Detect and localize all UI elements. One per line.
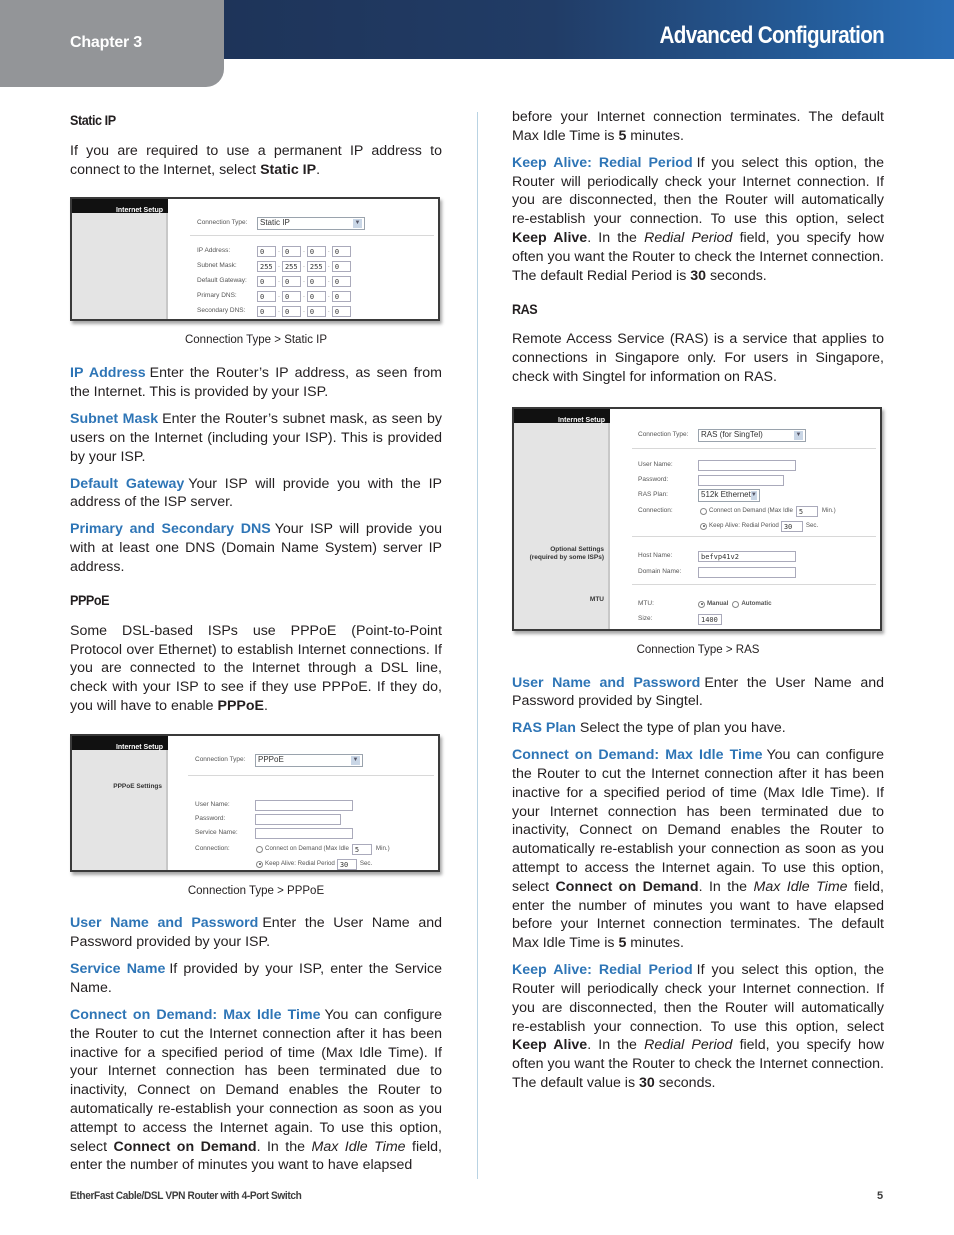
sdns-octet-1[interactable]: 0 (257, 306, 276, 317)
gateway-octet-2[interactable]: 0 (282, 276, 301, 287)
redial-period-input[interactable]: 30 (781, 521, 803, 532)
ip-octet-2[interactable]: 0 (282, 246, 301, 257)
definition-connect-on-demand: Connect on Demand: Max Idle Time You can configure the Router to cut the Internet connection after it has been inactive for a specified period of time (Max Idle Time). If your Internet connection has been terminated due to inactivity, Connect on Demand enables the Router to automatically re-establish your connection as soon as you attempt to access the Internet again. To use this option, select Connect on Demand. In the Max Idle Time field, enter the number of minutes you want to have elapsed (70, 1007, 443, 1174)
domain-name-input[interactable] (698, 567, 796, 578)
chapter-label: Chapter 3 (70, 34, 142, 51)
pdns-octet-4[interactable]: 0 (332, 291, 351, 302)
connection-type-row: Connection Type: PPPoE ▼ (195, 751, 363, 770)
footer-product-name: EtherFast Cable/DSL VPN Router with 4-Port Switch (70, 1190, 302, 1202)
sdns-octet-2[interactable]: 0 (282, 306, 301, 317)
ip-address-row: IP Address: 0 . 0 . 0 . 0 (197, 242, 351, 261)
definition-user-name-password: User Name and Password Enter the User Name and Password provided by your ISP. (70, 915, 442, 951)
internet-setup-header: Internet Setup (514, 409, 610, 423)
connection-type-select[interactable]: RAS (for SingTel) ▼ (698, 429, 806, 442)
mtu-size-row: Size: 1400 (638, 610, 722, 629)
page-number: 5 (877, 1190, 883, 1202)
figure-separator (632, 584, 876, 585)
chevron-down-icon: ▼ (750, 491, 757, 498)
definition-connect-on-demand: Connect on Demand: Max Idle Time You can configure the Router to cut the Internet connection after it has been inactive for a specified period of time (Max Idle Time). If your Internet connection has been terminated due to inactivity, Connect on Demand enables the Router to automatically re-establish your connection as soon as you attempt to access the Internet again. To use this option, select Connect on Demand. In the Max Idle Time field, enter the number of minutes you want to have elapsed before your Internet connection terminates. The default Max Idle Time is 5 minutes. (512, 747, 885, 952)
primary-dns-row: Primary DNS: 0 . 0 . 0 . 0 (197, 287, 351, 306)
sdns-octet-4[interactable]: 0 (332, 306, 351, 317)
default-gateway-row: Default Gateway: 0 . 0 . 0 . 0 (197, 272, 351, 291)
figure-separator (190, 235, 434, 236)
keep-alive-radio[interactable] (256, 861, 263, 868)
left-column (70, 108, 442, 1183)
password-input[interactable] (698, 475, 784, 486)
mtu-row: MTU: Manual Automatic (638, 599, 772, 607)
internet-setup-header: Internet Setup (72, 736, 168, 750)
mask-octet-1[interactable]: 255 (257, 261, 276, 272)
figure-caption: Connection Type > PPPoE (187, 884, 325, 897)
subnet-mask-row: Subnet Mask: 255 . 255 . 255 . 0 (197, 257, 351, 276)
page-title: Advanced Configuration (659, 22, 884, 49)
max-idle-input[interactable]: 5 (796, 506, 818, 517)
chapter-tab (0, 0, 224, 87)
connect-on-demand-row: Connection: Connect on Demand (Max Idle 5 Min.) (638, 506, 836, 516)
figure-caption: Connection Type > Static IP (184, 334, 328, 347)
figure-caption: Connection Type > RAS (636, 643, 760, 656)
figure-separator (632, 448, 876, 449)
service-name-input[interactable] (255, 828, 353, 839)
static-ip-intro: If you are required to use a permanent IP address to connect to the Internet, select Static IP. (70, 142, 442, 178)
pppoe-intro: Some DSL-based ISPs use PPPoE (Point-to-Point Protocol over Ethernet) to establish Internet connections. If you are connected to the Internet through a DSL line, check with your ISP to see if they use PPPoE. If they do, you will have to enable PPPoE. (70, 622, 442, 714)
definition-ras-plan: RAS Plan Select the type of plan you have. (512, 720, 786, 737)
optional-settings-label: Optional Settings (required by some ISPs) (529, 545, 604, 561)
secondary-dns-row: Secondary DNS: 0 . 0 . 0 . 0 (197, 302, 351, 321)
connection-type-select[interactable]: PPPoE ▼ (255, 754, 363, 767)
password-row: Password: (638, 471, 784, 490)
internet-setup-header: Internet Setup (72, 199, 168, 213)
connect-on-demand-radio[interactable] (256, 846, 263, 853)
definition-service-name: Service Name If provided by your ISP, enter the Service Name. (70, 961, 442, 997)
figure-sidebar (72, 736, 168, 870)
domain-name-row: Domain Name: (638, 563, 796, 582)
redial-period-input[interactable]: 30 (337, 859, 357, 870)
keep-alive-radio[interactable] (700, 523, 707, 530)
definition-keep-alive: Keep Alive: Redial Period If you select this option, the Router will periodically check your Internet connection. If you are disconnected, then the Router will automatically re-establish your connection. To use this option, select Keep Alive. In the Redial Period field, you specify how often you want the Router to check the Internet connection. The default Redial Period is 30 seconds. (512, 154, 884, 284)
pdns-octet-2[interactable]: 0 (282, 291, 301, 302)
user-name-row: User Name: (195, 796, 353, 815)
section-heading-pppoe: PPPoE (70, 591, 110, 608)
chevron-down-icon: ▼ (352, 756, 359, 763)
definition-subnet-mask: Subnet Mask Enter the Router’s subnet mask, as seen by users on the Internet (including your ISP). This is provided by your ISP. (70, 410, 442, 465)
ip-octet-3[interactable]: 0 (307, 246, 326, 257)
ras-plan-select[interactable]: 512k Ethernet ▼ (698, 489, 760, 502)
figure-separator (632, 536, 876, 537)
mtu-manual-radio[interactable] (698, 601, 705, 608)
ip-octet-1[interactable]: 0 (257, 246, 276, 257)
definition-user-name-password: User Name and Password Enter the User Name and Password provided by Singtel. (512, 674, 884, 710)
ras-plan-row: RAS Plan: 512k Ethernet ▼ (638, 486, 760, 505)
connection-type-row: Connection Type: RAS (for SingTel) ▼ (638, 426, 806, 445)
mask-octet-2[interactable]: 255 (282, 261, 301, 272)
gateway-octet-4[interactable]: 0 (332, 276, 351, 287)
figure-sidebar (72, 199, 168, 319)
connect-on-demand-continued: before your Internet connection terminates. The default Max Idle Time is 5 minutes. (512, 109, 884, 144)
gateway-octet-3[interactable]: 0 (307, 276, 326, 287)
gateway-octet-1[interactable]: 0 (257, 276, 276, 287)
mask-octet-3[interactable]: 255 (307, 261, 326, 272)
connect-on-demand-radio[interactable] (700, 508, 707, 515)
user-name-input[interactable] (698, 460, 796, 471)
connect-on-demand-row: Connection: Connect on Demand (Max Idle 5 Min.) (195, 844, 390, 854)
service-name-row: Service Name: (195, 824, 353, 843)
password-row: Password: (195, 810, 341, 829)
mtu-size-input[interactable]: 1400 (698, 614, 722, 625)
definition-ip-address: IP Address Enter the Router’s IP address, as seen from the Internet. This is provided by your ISP. (70, 365, 442, 400)
mtu-section-label: MTU (589, 595, 604, 603)
section-heading-ras: RAS (512, 300, 538, 317)
figure-separator (188, 775, 434, 776)
user-name-row: User Name: (638, 456, 796, 475)
ras-screenshot (512, 407, 882, 631)
pdns-octet-1[interactable]: 0 (257, 291, 276, 302)
keep-alive-row: Keep Alive: Redial Period 30 Sec. (700, 517, 818, 536)
definition-default-gateway: Default Gateway Your ISP will provide you with the IP address of the ISP server. (70, 475, 442, 511)
host-name-input[interactable]: befvp41v2 (698, 551, 796, 562)
host-name-row: Host Name: befvp41v2 (638, 547, 796, 566)
right-column (512, 108, 884, 1101)
section-heading-static-ip: Static IP (70, 112, 116, 128)
max-idle-input[interactable]: 5 (352, 844, 372, 855)
definition-keep-alive: Keep Alive: Redial Period If you select this option, the Router will periodically check your Internet connection. If you are disconnected, then the Router will automatically re-establish your connection. To use this option, select Keep Alive. In the Redial Period field, you specify how often you want the Router to check the Internet connection. The default value is 30 seconds. (512, 962, 884, 1092)
column-divider (477, 112, 478, 1179)
pppoe-settings-label: PPPoE Settings (113, 782, 162, 790)
ip-octet-4[interactable]: 0 (332, 246, 351, 257)
chevron-down-icon: ▼ (795, 431, 802, 438)
sdns-octet-3[interactable]: 0 (307, 306, 326, 317)
mask-octet-4[interactable]: 0 (332, 261, 351, 272)
pdns-octet-3[interactable]: 0 (307, 291, 326, 302)
pppoe-screenshot (70, 734, 440, 872)
connection-type-select[interactable]: Static IP ▼ (257, 217, 365, 230)
keep-alive-row: Keep Alive: Redial Period 30 Sec. (256, 855, 372, 872)
definition-dns: Primary and Secondary DNS Your ISP will provide you with at least one DNS (Domain Name System) server IP address. (70, 521, 443, 575)
connection-type-row: Connection Type: Static IP ▼ (197, 214, 365, 233)
ras-intro: Remote Access Service (RAS) is a service that applies to connections in Singapore only. For users in Singapore, check with Singtel for information on RAS. (512, 331, 884, 385)
header-bar (224, 0, 954, 59)
mtu-automatic-radio[interactable] (732, 601, 739, 608)
chevron-down-icon: ▼ (354, 220, 361, 227)
static-ip-screenshot (70, 197, 440, 321)
